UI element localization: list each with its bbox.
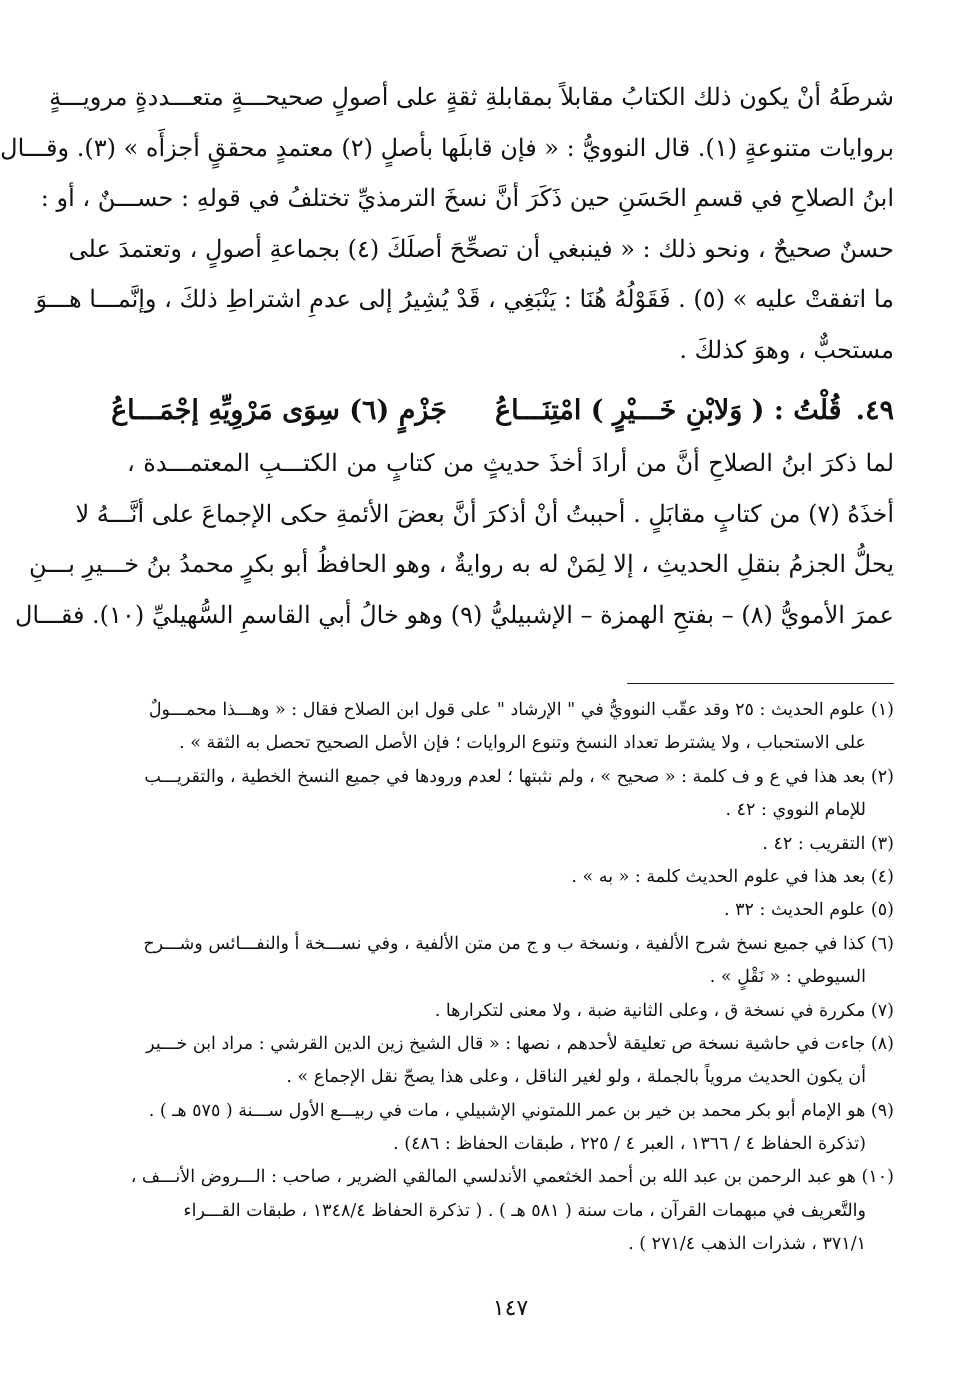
text-line: ما اتفقتْ عليه » (٥) . فَقَوْلُهُ هُنَا : يَنْبَغِي ، قَدْ يُشِيرُ إلى عدمِ اشتراطِ ذلكَ ، وإنَّمـــا هـــوَ — [35, 285, 894, 313]
footnote-line: (٤) بعد هذا في علوم الحديث كلمة : « به » . — [571, 866, 894, 887]
page-number: ١٤٧ — [492, 1296, 529, 1321]
footnote-4 — [127, 861, 894, 894]
footnote-line: (٩) هو الإمام أبو بكر محمد بن خير بن عمر اللمتوني الإشبيلي ، مات في ربيـــع الأول ســـنة ( ٥٧٥ هـ ) . — [148, 1100, 894, 1121]
footnote-3 — [127, 828, 894, 861]
footnote-line: ٣٧١/١ ، شذرات الذهب ٢٧١/٤ ) . — [628, 1234, 866, 1255]
footnotes — [127, 694, 894, 1262]
footnote-line: على الاستحباب ، ولا يشترط تعداد النسخ وتنوع الروايات ؛ فإن الأصل الصحيح تحصل به الثقة » . — [179, 733, 866, 754]
footnote-line: والتَّعريف في مبهمات القرآن ، مات سنة ( ٥٨١ هـ ) . ( تذكرة الحفاظ ١٣٤٨/٤ ، طبقات القـــراء — [183, 1200, 866, 1221]
text-line: مستحبٌّ ، وهوَ كذلكَ . — [679, 335, 894, 364]
text-line: حسنٌ صحيحٌ ، ونحو ذلك : « فينبغي أن تصحِّحَ أصلَكَ (٤) بجماعةِ أصولٍ ، وتعتمدَ على — [68, 234, 894, 263]
footnote-line: (٦) كذا في جميع نسخ شرح الألفية ، ونسخة ب و ج من متن الألفية ، وفي نســـخة أ والنفـــائس وشـــرح — [143, 933, 894, 954]
footnote-line: (٣) التقريب : ٤٢ . — [762, 833, 894, 854]
footnote-line: السيوطي : « نَقْلٍ » . — [709, 967, 866, 988]
footnote-line: (٧) مكررة في نسخة ق ، وعلى الثانية ضبة ، ولا معنى لتكرارها . — [434, 1000, 894, 1021]
paragraph-2 — [14, 438, 895, 640]
footnote-10 — [127, 1161, 894, 1261]
text-line: ابنُ الصلاحِ في قسمِ الحَسَنِ حين ذَكَرَ أنَّ نسخَ الترمذيِّ تختلفُ في قولهِ : حســـنٌ ، أو : — [40, 184, 894, 212]
footnote-6 — [127, 928, 894, 995]
footnote-5 — [127, 894, 894, 927]
verse-hemistich-2: جَزْمٍ (٦) سِوَى مَرْوِيِّهِ إجْمَـــاعُ — [111, 394, 447, 426]
footnote-2 — [127, 761, 894, 828]
footnote-line: (٥) علوم الحديث : ٣٢ . — [723, 900, 894, 921]
verse-line — [111, 382, 894, 438]
paragraph-1 — [0, 72, 894, 375]
footnote-line: (٨) جاءت في حاشية نسخة ص تعليقة لأحدهم ، نصها : « قال الشيخ زين الدين القرشي : مراد ابن خـــير — [146, 1033, 894, 1054]
text-line: أخذَهُ (٧) من كتابٍ مقابَلٍ . أحببتُ أنْ أذكرَ أنَّ بعضَ الأئمةِ حكى الإجماعَ على أنَّـــهُ لا — [75, 499, 894, 528]
text-line: شرطَهُ أنْ يكون ذلك الكتابُ مقابلاً بمقابلةِ ثقةٍ على أصولٍ صحيحـــةٍ متعـــددةٍ مرويـــةٍ — [49, 83, 894, 111]
footnote-8 — [127, 1028, 894, 1095]
footnote-divider — [627, 683, 894, 684]
footnote-7 — [127, 995, 894, 1028]
text-line: لما ذكرَ ابنُ الصلاحِ أنَّ من أرادَ أخذَ حديثٍ من كتابٍ من الكتـــبِ المعتمـــدة ، — [127, 449, 895, 477]
text-line: بروايات متنوعةٍ (١). قال النوويُّ : « فإن قابلَها بأصلٍ (٢) معتمدٍ محققٍ أجزأَه » (٣). وقـــال — [0, 133, 894, 162]
verse-hemistich-1: قُلْتُ : ( وَلابْنِ خَـــيْرٍ ) امْتِنَـــاعُ — [495, 394, 842, 426]
footnote-line: (١٠) هو عبد الرحمن بن عبد الله بن أحمد الخثعمي الأندلسي المالقي الضرير ، صاحب : الـــروض الأنـــف ، — [130, 1167, 894, 1188]
footnote-line: (١) علوم الحديث : ٢٥ وقد عقّب النوويُّ في " الإرشاد " على قول ابن الصلاح فقال : « وهـــذا محمـــولٌ — [148, 700, 894, 720]
footnote-line: (٢) بعد هذا في ع و ف كلمة : « صحيح » ، ولم نثبتها ؛ لعدم ورودها في جميع النسخ الخطية ، والتقريـــب — [144, 766, 894, 787]
footnote-line: (تذكرة الحفاظ ٤ / ١٣٦٦ ، العبر ٤ / ٢٢٥ ، طبقات الحفاظ : ٤٨٦) . — [393, 1134, 866, 1155]
footnote-line: للإمام النووي : ٤٢ . — [725, 800, 866, 821]
text-line: يحلُّ الجزمُ بنقلِ الحديثِ ، إلا لِمَنْ له به روايةٌ ، وهو الحافظُ أبو بكرٍ محمدُ بنُ خـــيرِ بـــنِ — [28, 550, 894, 578]
footnote-9 — [127, 1095, 894, 1162]
verse-number: ٤٩. — [855, 394, 894, 426]
footnote-line: أن يكون الحديث مروياً بالجملة ، ولو لغير الناقل ، وعلى هذا يصحّ نقل الإجماع » . — [286, 1067, 866, 1088]
text-line: عمرَ الأمويُّ (٨) – بفتحِ الهمزة – الإشبيليُّ (٩) وهو خالُ أبي القاسمِ السُّهيليِّ (١٠). فقـــال — [14, 600, 894, 629]
footnote-1 — [127, 694, 894, 761]
